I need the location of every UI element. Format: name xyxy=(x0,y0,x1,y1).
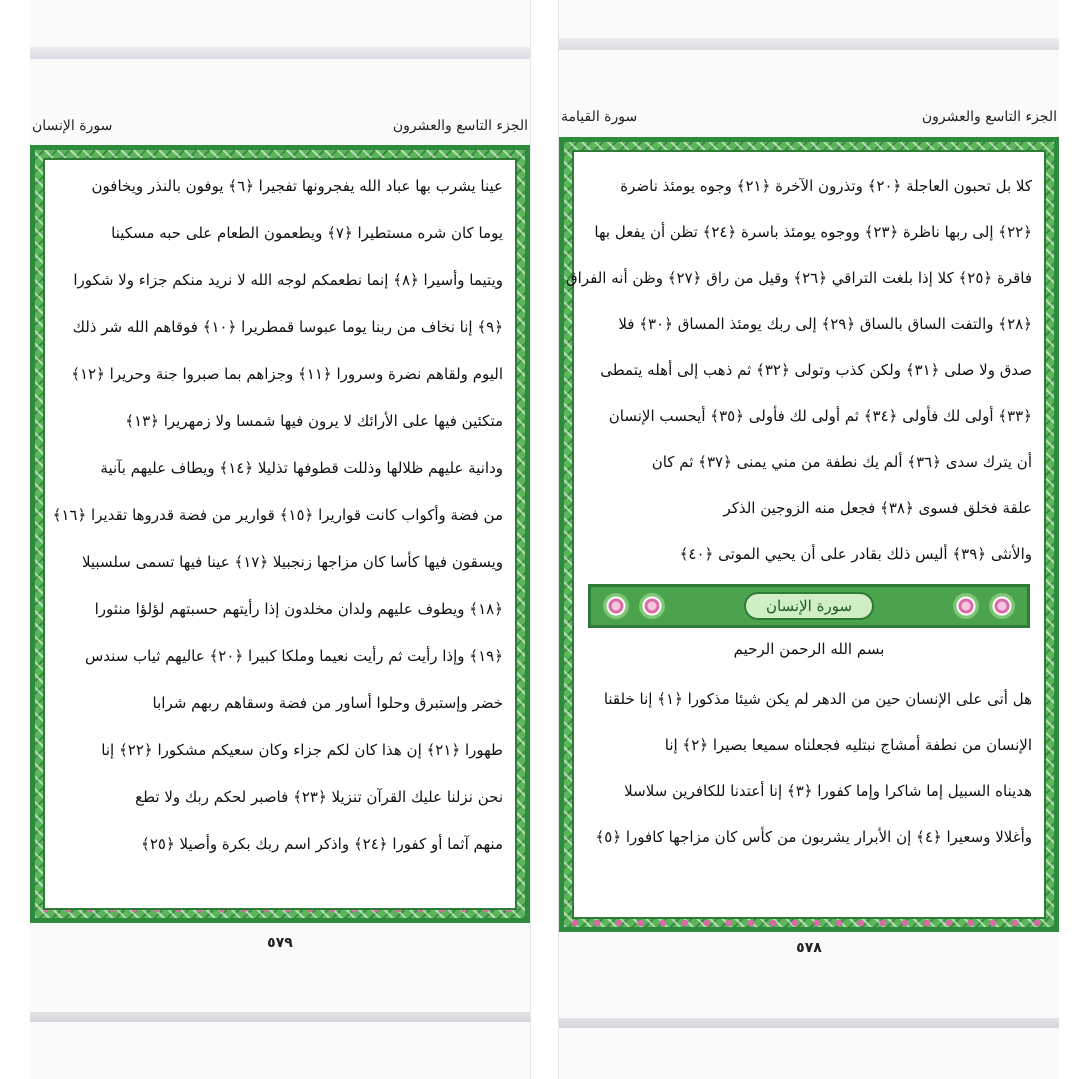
juz-label: الجزء التاسع والعشرون xyxy=(921,109,1057,125)
verse-line: ﴿١٩﴾ وإذا رأيت ثم رأيت نعيما وملكا كبيرا ﴿٢٠﴾ عاليهم ثياب سندس xyxy=(84,647,503,665)
verse-line: ﴿٩﴾ إنا نخاف من ربنا يوما عبوسا قمطريرا ﴿١٠﴾ فوقاهم الله شر ذلك xyxy=(72,318,503,336)
verse-line: عينا يشرب بها عباد الله يفجرونها تفجيرا ﴿٦﴾ يوفون بالنذر ويخافون xyxy=(91,177,503,195)
frame-pattern xyxy=(564,142,1054,927)
bottom-scroll-bar xyxy=(559,1018,1059,1028)
rosette-icon xyxy=(989,593,1015,619)
verse-line: ﴿٢٨﴾ والتفت الساق بالساق ﴿٢٩﴾ إلى ربك يومئذ المساق ﴿٣٠﴾ فلا xyxy=(618,315,1032,333)
verse-line: ويسقون فيها كأسا كان مزاجها زنجبيلا ﴿١٧﴾ عينا فيها تسمى سلسبيلا xyxy=(81,553,503,571)
verse-line: خضر وإستبرق وحلوا أساور من فضة وسقاهم ربهم شرابا xyxy=(152,694,503,712)
verse-line: الإنسان من نطفة أمشاج نبتليه فجعلناه سميعا بصيرا ﴿٢﴾ إنا xyxy=(664,736,1032,754)
verse-line: هل أتى على الإنسان حين من الدهر لم يكن شيئا مذكورا ﴿١﴾ إنا خلقنا xyxy=(603,690,1032,708)
page-divider xyxy=(530,0,559,1079)
page-number: ٥٧٨ xyxy=(796,940,822,956)
surah-title: سورة الإنسان xyxy=(744,592,874,620)
verse-line: علقة فخلق فسوى ﴿٣٨﴾ فجعل منه الزوجين الذكر xyxy=(723,499,1032,517)
page-number: ٥٧٩ xyxy=(267,935,293,951)
surah-label: سورة الإنسان xyxy=(32,118,113,134)
basmala: بسم الله الرحمن الرحيم xyxy=(733,640,885,658)
verse-line: ويتيما وأسيرا ﴿٨﴾ إنما نطعمكم لوجه الله لا نريد منكم جزاء ولا شكورا xyxy=(73,271,503,289)
right-quran-page xyxy=(559,0,1059,1079)
verse-line: منهم آثما أو كفورا ﴿٢٤﴾ واذكر اسم ربك بكرة وأصيلا ﴿٢٥﴾ xyxy=(141,835,503,853)
rosette-icon xyxy=(603,593,629,619)
page-header xyxy=(559,103,1059,133)
verse-line: طهورا ﴿٢١﴾ إن هذا كان لكم جزاء وكان سعيكم مشكورا ﴿٢٢﴾ إنا xyxy=(101,741,503,759)
rosette-icon xyxy=(953,593,979,619)
verse-line: ودانية عليهم ظلالها وذللت قطوفها تذليلا ﴿١٤﴾ ويطاف عليهم بآنية xyxy=(100,459,503,477)
verse-line: والأنثى ﴿٣٩﴾ أليس ذلك بقادر على أن يحيي الموتى ﴿٤٠﴾ xyxy=(679,545,1032,563)
verse-line: ﴿٣٣﴾ أولى لك فأولى ﴿٣٤﴾ ثم أولى لك فأولى ﴿٣٥﴾ أيحسب الإنسان xyxy=(608,407,1032,425)
left-quran-page xyxy=(30,0,530,1079)
surah-label: سورة القيامة xyxy=(561,109,638,125)
verse-line: كلا بل تحبون العاجلة ﴿٢٠﴾ وتذرون الآخرة ﴿٢١﴾ وجوه يومئذ ناضرة xyxy=(620,177,1032,195)
text-area xyxy=(566,150,1046,919)
verse-line: ﴿١٨﴾ ويطوف عليهم ولدان مخلدون إذا رأيتهم حسبتهم لؤلؤا منثورا xyxy=(94,600,503,618)
verse-line: هديناه السبيل إما شاكرا وإما كفورا ﴿٣﴾ إنا أعتدنا للكافرين سلاسلا xyxy=(624,782,1032,800)
verse-line: نحن نزلنا عليك القرآن تنزيلا ﴿٢٣﴾ فاصبر لحكم ربك ولا تطع xyxy=(135,788,503,806)
verse-line: ﴿٢٢﴾ إلى ربها ناظرة ﴿٢٣﴾ ووجوه يومئذ باسرة ﴿٢٤﴾ تظن أن يفعل بها xyxy=(594,223,1032,241)
ornamental-frame xyxy=(559,137,1059,932)
verse-line: من فضة وأكواب كانت قواريرا ﴿١٥﴾ قوارير من فضة قدروها تقديرا ﴿١٦﴾ xyxy=(52,506,503,524)
verse-line: فاقرة ﴿٢٥﴾ كلا إذا بلغت التراقي ﴿٢٦﴾ وقيل من راق ﴿٢٧﴾ وظن أنه الفراق xyxy=(566,269,1032,287)
verse-line: متكئين فيها على الأرائك لا يرون فيها شمسا ولا زمهريرا ﴿١٣﴾ xyxy=(125,412,503,430)
verse-line: يوما كان شره مستطيرا ﴿٧﴾ ويطعمون الطعام على حبه مسكينا xyxy=(111,224,503,242)
frame-pattern xyxy=(35,150,525,918)
surah-title-banner xyxy=(588,584,1030,628)
top-scroll-bar xyxy=(30,47,530,59)
rosette-icon xyxy=(639,593,665,619)
page-header xyxy=(30,112,530,142)
verse-line: اليوم ولقاهم نضرة وسرورا ﴿١١﴾ وجزاهم بما صبروا جنة وحريرا ﴿١٢﴾ xyxy=(71,365,503,383)
ornamental-frame xyxy=(30,145,530,923)
bottom-scroll-bar xyxy=(30,1012,530,1022)
text-area xyxy=(43,158,517,910)
verse-line: صدق ولا صلى ﴿٣١﴾ ولكن كذب وتولى ﴿٣٢﴾ ثم ذهب إلى أهله يتمطى xyxy=(600,361,1032,379)
juz-label: الجزء التاسع والعشرون xyxy=(392,118,528,134)
top-scroll-bar xyxy=(559,38,1059,50)
verse-line: أن يترك سدى ﴿٣٦﴾ ألم يك نطفة من مني يمنى ﴿٣٧﴾ ثم كان xyxy=(651,453,1032,471)
verse-line: وأغلالا وسعيرا ﴿٤﴾ إن الأبرار يشربون من كأس كان مزاجها كافورا ﴿٥﴾ xyxy=(595,828,1032,846)
